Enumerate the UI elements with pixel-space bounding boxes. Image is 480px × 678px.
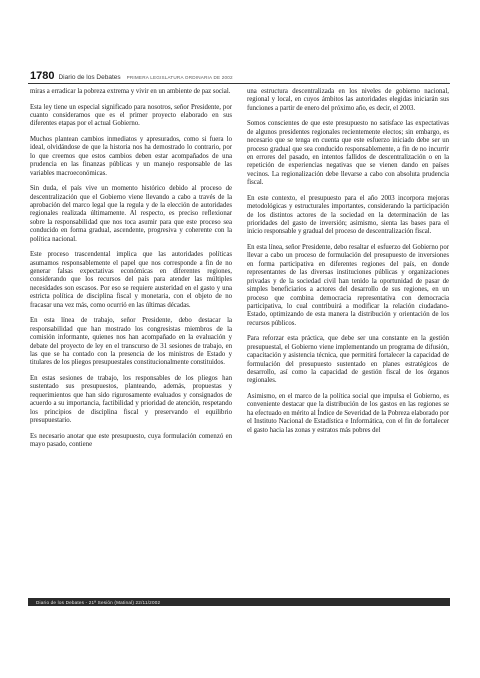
paragraph: Para reforzar esta práctica, que debe ser una constante en la gestión presupuestal, el Gobierno viene implementando un programa de difusión, capacitación y asistencia técnica, que permitirá fortalecer la capacidad de formulación del presupuesto sustentado en planes estratégicos de desarrollo, así como la capacidad de gestión fiscal de los órganos regionales. [247, 335, 449, 385]
paragraph: En esta línea, señor Presidente, debo resaltar el esfuerzo del Gobierno por llevar a cabo un proceso de formulación del presupuesto de inversiones en forma participativa en diferentes regiones del país, en donde representantes de las diversas instituciones públicas y organizaciones privadas y de la sociedad civil han tenido la oportunidad de pasar de simples beneficiarios a actores del desarrollo de sus regiones, en un proceso que combina democracia representativa con democracia participativa, lo cual contribuirá a modificar la relación ciudadano-Estado, optimizando de esta manera la distribución y orientación de los recursos públicos. [247, 244, 449, 327]
paragraph: En esta línea de trabajo, señor Presidente, debo destacar la responsabilidad que han mostrado los congresistas miembros de la comisión informante, quienes nos han acompañado en la evaluación y debate del proyecto de ley en el transcurso de 31 sesiones de trabajo, en las que se ha contado con la presencia de los ministros de Estado y titulares de los pliegos presupuestales constitucionalmente constituidos. [30, 317, 232, 367]
left-column [30, 88, 232, 457]
paragraph: miras a erradicar la pobreza extrema y vivir en un ambiente de paz social. [30, 88, 231, 95]
paragraph: Somos conscientes de que este presupuesto no satisface las expectativas de algunos presidentes regionales recientemente electos; sin embargo, es necesario que se tenga en cuenta que este esfuerzo iniciado debe ser un proceso gradual que sea conducido responsablemente, a fin de no incurrir en errores del pasado, en intentos fallidos de descentralización o en la repetición de experiencias negativas que se vienen dando en países vecinos. La regionalización debe llevarse a cabo con absoluta prudencia fiscal. [247, 120, 449, 187]
publication-title: Diario de los Debates [58, 74, 121, 81]
page-footer [28, 598, 450, 606]
paragraph: En este contexto, el presupuesto para el año 2003 incorpora mejoras metodológicas y estructurales importantes, considerando la participación de los distintos actores de la sociedad en la determinación de las prioridades del gasto de inversión; asimismo, sienta las bases para el inicio responsable y gradual del proceso de descentralización fiscal. [247, 194, 449, 236]
paragraph: Muchos plantean cambios inmediatos y apresurados, como si fuera lo ideal, olvidándose de que la historia nos ha demostrado lo contrario, por lo que creemos que estos cambios deben estar acompañados de una prudencia en las finanzas públicas y un manejo responsable de las variables macroeconómicas. [30, 136, 232, 177]
paragraph: En estas sesiones de trabajo, los responsables de los pliegos han sustentado sus presupuestos, planteando, además, propuestas y requerimientos que han sido rigurosamente evaluados y consignados de acuerdo a su importancia, factibilidad y prioridad de atención, respetando los principios de disciplina fiscal y preservando el equilibrio presupuestario. [30, 374, 232, 424]
paragraph: Este proceso trascendental implica que las autoridades políticas asumamos responsablemente el papel que nos corresponde a fin de no generar falsas expectativas económicas en diferentes regiones, considerando que los recursos del país para atender las múltiples necesidades son escasos. Por eso se requiere austeridad en el gasto y una estricta política de disciplina fiscal y monetaria, con el objeto de no fracasar una vez más, como ocurrió en las últimas décadas. [30, 251, 232, 309]
paragraph: Asimismo, en el marco de la política social que impulsa el Gobierno, es conveniente destacar que la distribución de los gastos en las regiones se ha efectuado en mérito al Índice de Severidad de la Pobreza elaborado por el Instituto Nacional de Estadística e Informática, con el fin de fortalecer el gasto hacia las zonas y estratos más pobres del [247, 392, 449, 434]
header-rule [28, 83, 450, 84]
page-header [30, 70, 450, 84]
paragraph: Sin duda, el país vive un momento histórico debido al proceso de descentralización que el Gobierno viene llevando a cabo a través de la aprobación del marco legal que la regula y de la elección de autoridades regionales realizada últimamente. Al respecto, es preciso reflexionar sobre la responsabilidad que nos toca asumir para que este proceso sea conducido en forma gradual, ascendente, progresiva y coherente con la política nacional. [30, 185, 232, 243]
paragraph: una estructura descentralizada en los niveles de gobierno nacional, regional y local, en cuyos ámbitos las autoridades elegidas iniciarán sus funciones a partir de enero del próximo año, es decir, el 2003. [247, 88, 449, 112]
paragraph: Es necesario anotar que este presupuesto, cuya formulación comenzó en mayo pasado, contiene [30, 432, 232, 448]
footer-text: Diario de los Debates - 21ª Sesión (Matinal) 22/11/2002 [36, 599, 161, 605]
right-column [247, 88, 449, 442]
page-number: 1780 [30, 70, 55, 82]
paragraph: Esta ley tiene un especial significado para nosotros, señor Presidente, por cuanto consideramos que es el primer proyecto elaborado en sus diferentes etapas por el actual Gobierno. [30, 103, 232, 128]
session-label: PRIMERA LEGISLATURA ORDINARIA DE 2002 [126, 75, 233, 80]
